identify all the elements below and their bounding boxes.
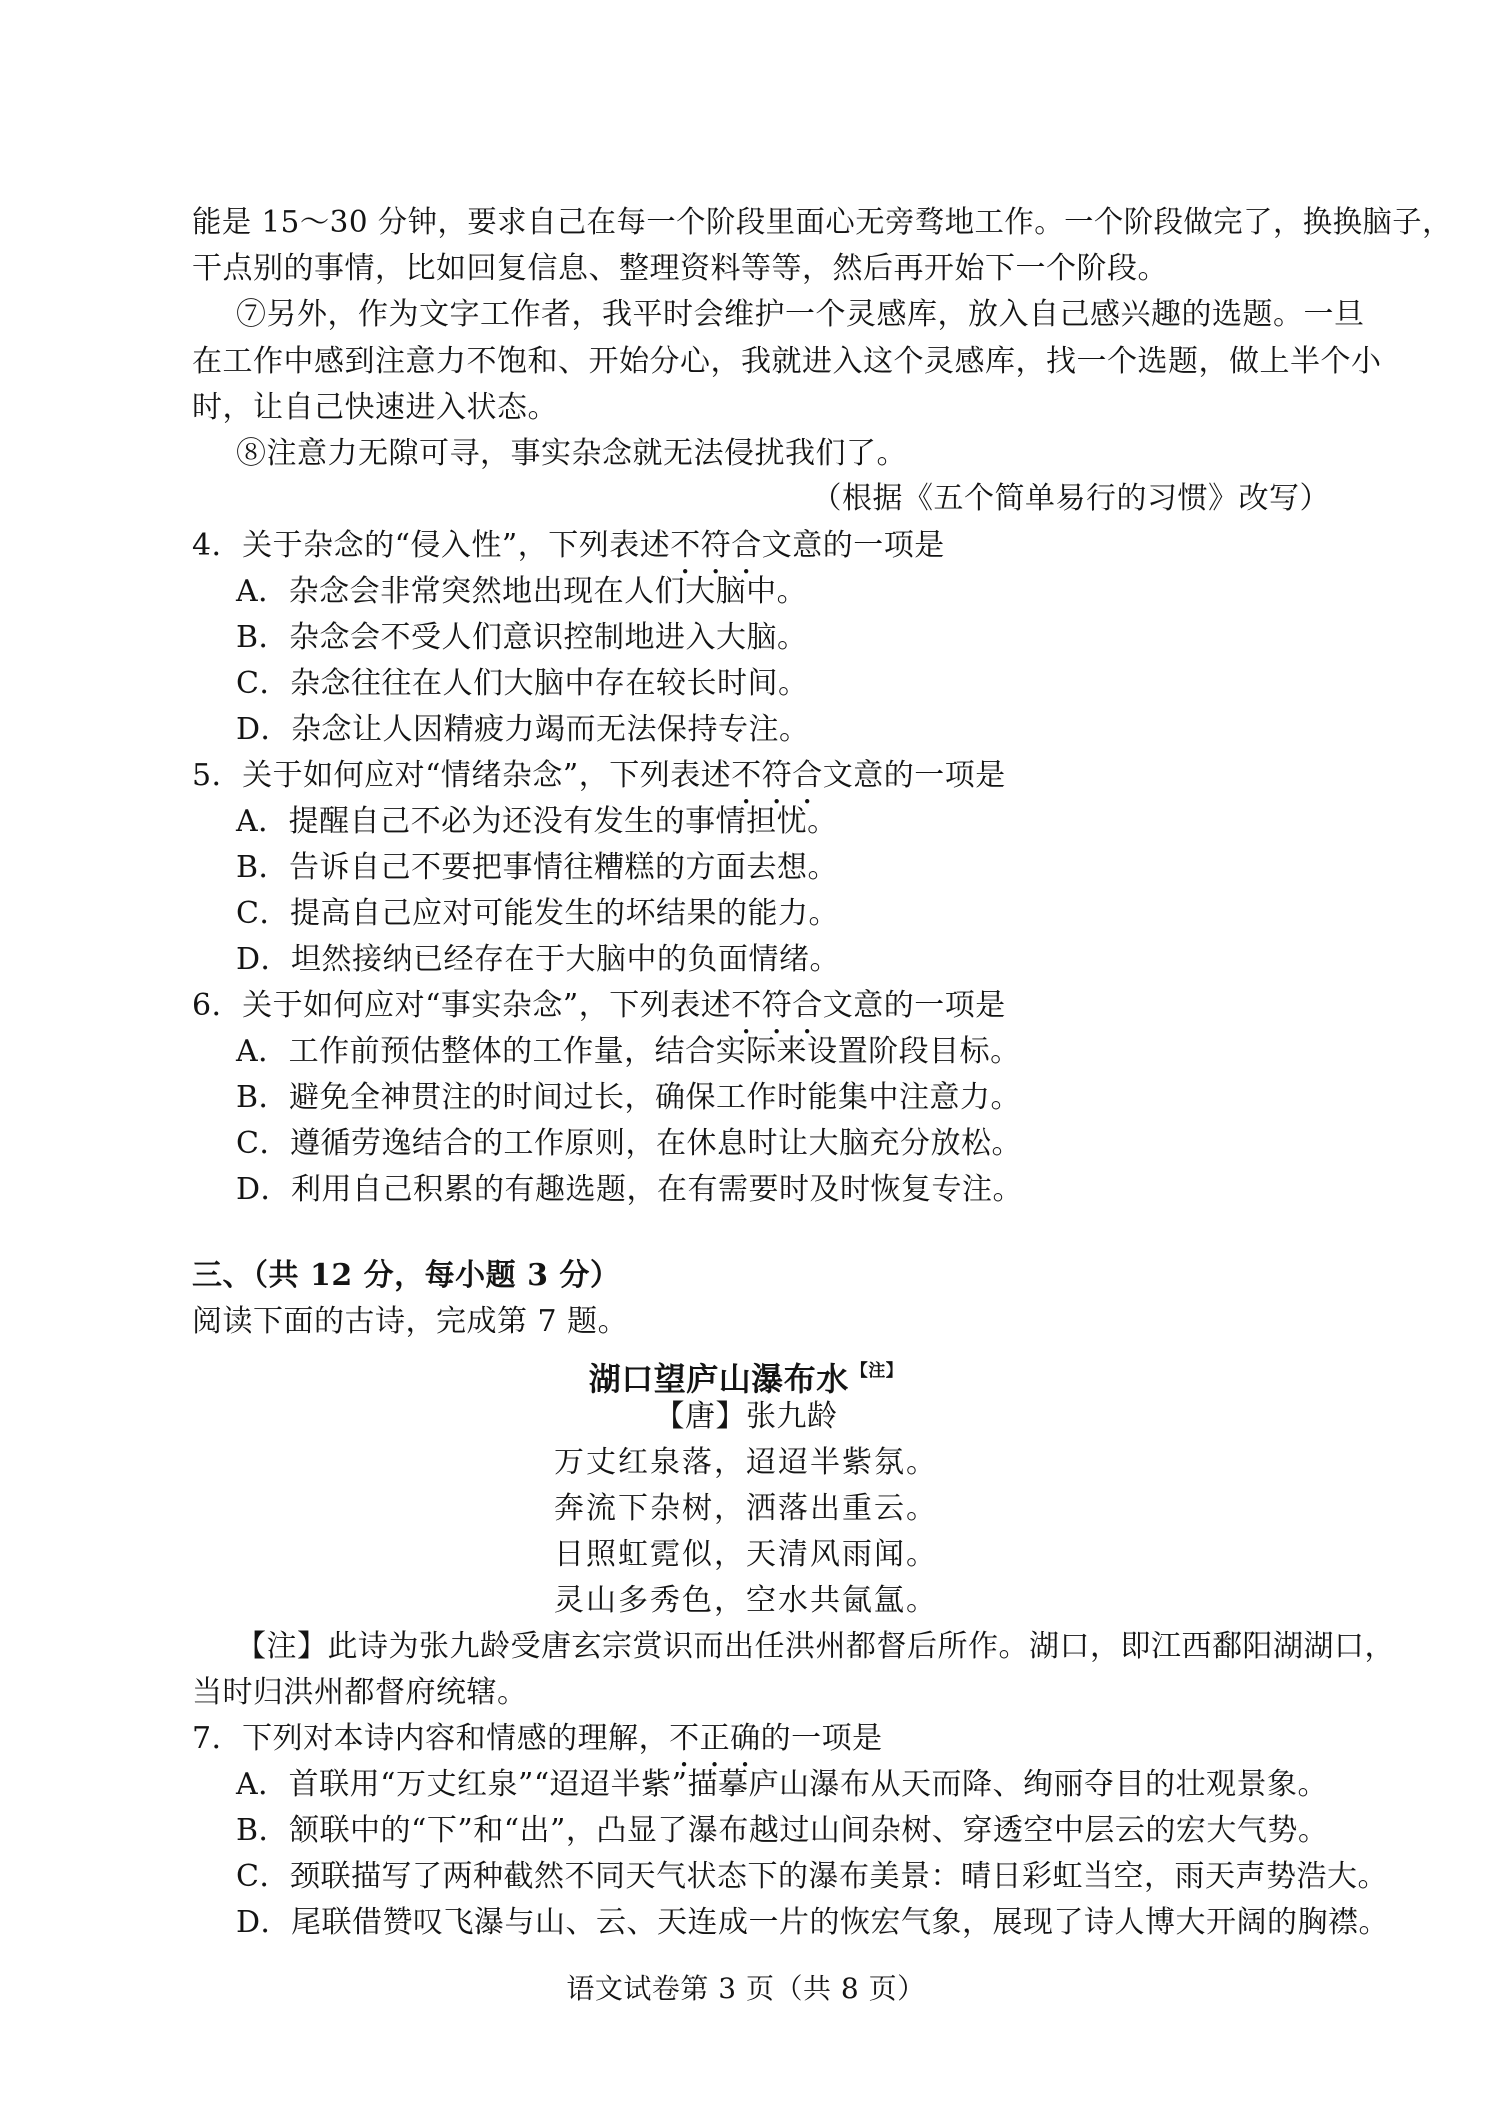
question-7-option-c: C．颈联描写了两种截然不同天气状态下的瀑布美景：晴日彩虹当空，雨天声势浩大。 [236,1859,1388,1894]
page-footer: 语文试卷第 3 页（共 8 页） [566,1972,926,2005]
poem-line: 万丈红泉落，迢迢半紫氛。 [554,1445,938,1480]
poem-line: 灵山多秀色，空水共氤氲。 [554,1583,938,1618]
question-4-option-d: D．杂念让人因精疲力竭而无法保持专注。 [236,712,810,747]
note-marker: 【注】 [850,1361,904,1381]
poem-note: 【注】此诗为张九龄受唐玄宗赏识而出任洪州都督后所作。湖口，即江西鄱阳湖湖口， [236,1629,1395,1664]
question-6-option-d: D．利用自己积累的有趣选题，在有需要时及时恢复专注。 [236,1172,1024,1207]
question-4-option-b: B．杂念会不受人们意识控制地进入大脑。 [236,620,808,655]
question-6-option-a: A．工作前预估整体的工作量，结合实际来设置阶段目标。 [236,1034,1021,1069]
emphasis-marks: 不符合 [670,528,762,563]
question-5-option-b: B．告诉自己不要把事情往糟糕的方面去想。 [236,850,839,885]
question-5-option-c: C．提高自己应对可能发生的坏结果的能力。 [236,896,839,931]
passage-source: （根据《五个简单易行的习惯》改写） [811,481,1330,516]
emphasis-marks: 不符合 [731,758,823,793]
question-7-option-a: A．首联用“万丈红泉”“迢迢半紫”描摹庐山瀑布从天而降、绚丽夺目的壮观景象。 [236,1767,1329,1802]
poem-note: 当时归洪州都督府统辖。 [192,1675,528,1710]
question-7-option-b: B．颔联中的“下”和“出”，凸显了瀑布越过山间杂树、穿透空中层云的宏大气势。 [236,1813,1329,1848]
passage-line: 时，让自己快速进入状态。 [192,390,558,425]
question-7-option-d: D．尾联借赞叹飞瀑与山、云、天连成一片的恢宏气象，展现了诗人博大开阔的胸襟。 [236,1905,1390,1940]
question-4-option-a: A．杂念会非常突然地出现在人们大脑中。 [236,574,808,609]
poem-author: 【唐】张九龄 [654,1399,838,1434]
passage-line: 干点别的事情，比如回复信息、整理资料等等，然后再开始下一个阶段。 [192,251,1168,286]
passage-line: ⑧注意力无隙可寻，事实杂念就无法侵扰我们了。 [236,436,907,471]
emphasis-marks: 不符合 [731,988,823,1023]
question-6-stem: 6．关于如何应对“事实杂念”，下列表述不符合文意的一项是 [192,988,1006,1023]
passage-line: ⑦另外，作为文字工作者，我平时会维护一个灵感库，放入自己感兴趣的选题。一旦 [236,297,1365,332]
question-5-option-d: D．坦然接纳已经存在于大脑中的负面情绪。 [236,942,841,977]
poem-title: 湖口望庐山瀑布水 $^{【注】}$ [588,1360,904,1398]
question-5-stem: 5．关于如何应对“情绪杂念”，下列表述不符合文意的一项是 [192,758,1006,793]
question-4-stem: 4．关于杂念的“侵入性”，下列表述不符合文意的一项是 [192,528,945,563]
poem-line: 奔流下杂树，洒落出重云。 [554,1491,938,1526]
passage-line: 能是 15～30 分钟，要求自己在每一个阶段里面心无旁骛地工作。一个阶段做完了，换换脑子， [192,205,1452,240]
question-4-option-c: C．杂念往往在人们大脑中存在较长时间。 [236,666,809,701]
emphasis-marks: 不正确 [669,1721,761,1756]
section-heading: 三、（共 12 分，每小题 3 分） [192,1258,621,1293]
section-instruction: 阅读下面的古诗，完成第 7 题。 [192,1304,629,1339]
poem-line: 日照虹霓似，天清风雨闻。 [554,1537,938,1572]
question-5-option-a: A．提醒自己不必为还没有发生的事情担忧。 [236,804,838,839]
question-6-option-b: B．避免全神贯注的时间过长，确保工作时能集中注意力。 [236,1080,1022,1115]
question-7-stem: 7．下列对本诗内容和情感的理解，不正确的一项是 [192,1721,883,1756]
question-6-option-c: C．遵循劳逸结合的工作原则，在休息时让大脑充分放松。 [236,1126,1022,1161]
passage-line: 在工作中感到注意力不饱和、开始分心，我就进入这个灵感库，找一个选题，做上半个小 [192,344,1382,379]
